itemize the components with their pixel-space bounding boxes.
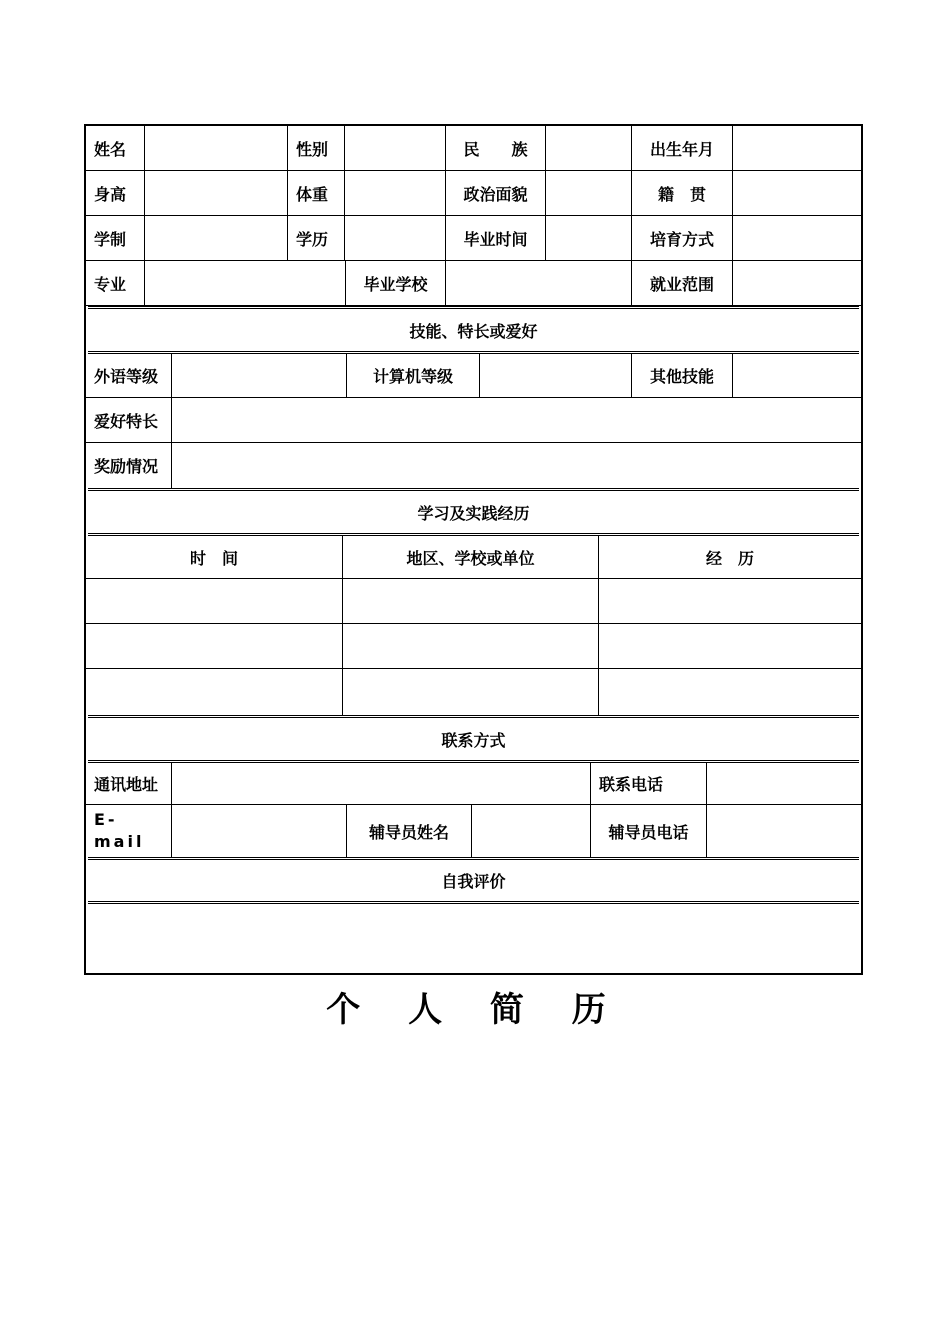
other-skills-label: 其他技能 <box>632 354 733 398</box>
training-label: 培育方式 <box>632 216 733 261</box>
employment-label: 就业范围 <box>632 261 733 306</box>
height-label: 身高 <box>86 171 145 216</box>
study-row-3-place[interactable] <box>343 669 599 715</box>
study-section-header: 学习及实践经历 <box>88 488 859 536</box>
tutor-phone-field[interactable] <box>707 805 861 857</box>
computer-field[interactable] <box>480 354 632 398</box>
email-label <box>86 805 172 857</box>
education-label: 学历 <box>288 216 345 261</box>
name-label: 姓名 <box>86 126 145 171</box>
political-field[interactable] <box>546 171 632 216</box>
name-field[interactable] <box>145 126 288 171</box>
gender-field[interactable] <box>345 126 446 171</box>
email-label-part-1: E- <box>94 810 118 829</box>
study-row-1-time[interactable] <box>86 579 343 624</box>
study-row-2-time[interactable] <box>86 624 343 669</box>
study-row-3-exp[interactable] <box>599 669 861 715</box>
self-section-header: 自我评价 <box>88 857 859 904</box>
tutor-phone-label: 辅导员电话 <box>591 805 707 857</box>
study-row-1-exp[interactable] <box>599 579 861 624</box>
major-field[interactable] <box>145 261 346 306</box>
schooling-label: 学制 <box>86 216 145 261</box>
address-label: 通讯地址 <box>86 763 172 805</box>
awards-label: 奖励情况 <box>86 443 172 488</box>
email-label-part-2: mail <box>94 832 145 851</box>
skills-section-header: 技能、特长或爱好 <box>88 306 859 354</box>
hobbies-label: 爱好特长 <box>86 398 172 443</box>
birth-field[interactable] <box>733 126 861 171</box>
native-field[interactable] <box>733 171 861 216</box>
grad-school-label: 毕业学校 <box>346 261 446 306</box>
study-row-2-exp[interactable] <box>599 624 861 669</box>
schooling-field[interactable] <box>145 216 288 261</box>
grad-time-label: 毕业时间 <box>446 216 546 261</box>
employment-field[interactable] <box>733 261 861 306</box>
address-field[interactable] <box>172 763 591 805</box>
col-time-header: 时 间 <box>86 536 343 579</box>
weight-label: 体重 <box>288 171 345 216</box>
gender-label: 性别 <box>288 126 345 171</box>
weight-field[interactable] <box>345 171 446 216</box>
col-exp-header: 经 历 <box>599 536 861 579</box>
education-field[interactable] <box>345 216 446 261</box>
native-label: 籍 贯 <box>632 171 733 216</box>
awards-field[interactable] <box>172 443 861 488</box>
computer-label: 计算机等级 <box>347 354 480 398</box>
contact-section-header: 联系方式 <box>88 715 859 763</box>
email-field[interactable] <box>172 805 347 857</box>
self-evaluation-field[interactable] <box>86 904 861 973</box>
birth-label: 出生年月 <box>632 126 733 171</box>
foreign-lang-label: 外语等级 <box>86 354 172 398</box>
grad-school-field[interactable] <box>446 261 632 306</box>
phone-label: 联系电话 <box>591 763 707 805</box>
major-label: 专业 <box>86 261 145 306</box>
ethnicity-label: 民 族 <box>446 126 546 171</box>
resume-form <box>84 124 863 975</box>
phone-field[interactable] <box>707 763 861 805</box>
height-field[interactable] <box>145 171 288 216</box>
page-title: 个 人 简 历 <box>326 990 624 1030</box>
other-skills-field[interactable] <box>733 354 861 398</box>
col-place-header: 地区、学校或单位 <box>343 536 599 579</box>
study-row-1-place[interactable] <box>343 579 599 624</box>
political-label: 政治面貌 <box>446 171 546 216</box>
foreign-lang-field[interactable] <box>172 354 347 398</box>
training-field[interactable] <box>733 216 861 261</box>
study-row-2-place[interactable] <box>343 624 599 669</box>
grad-time-field[interactable] <box>546 216 632 261</box>
tutor-name-field[interactable] <box>472 805 591 857</box>
tutor-name-label: 辅导员姓名 <box>347 805 472 857</box>
ethnicity-field[interactable] <box>546 126 632 171</box>
study-row-3-time[interactable] <box>86 669 343 715</box>
hobbies-field[interactable] <box>172 398 861 443</box>
